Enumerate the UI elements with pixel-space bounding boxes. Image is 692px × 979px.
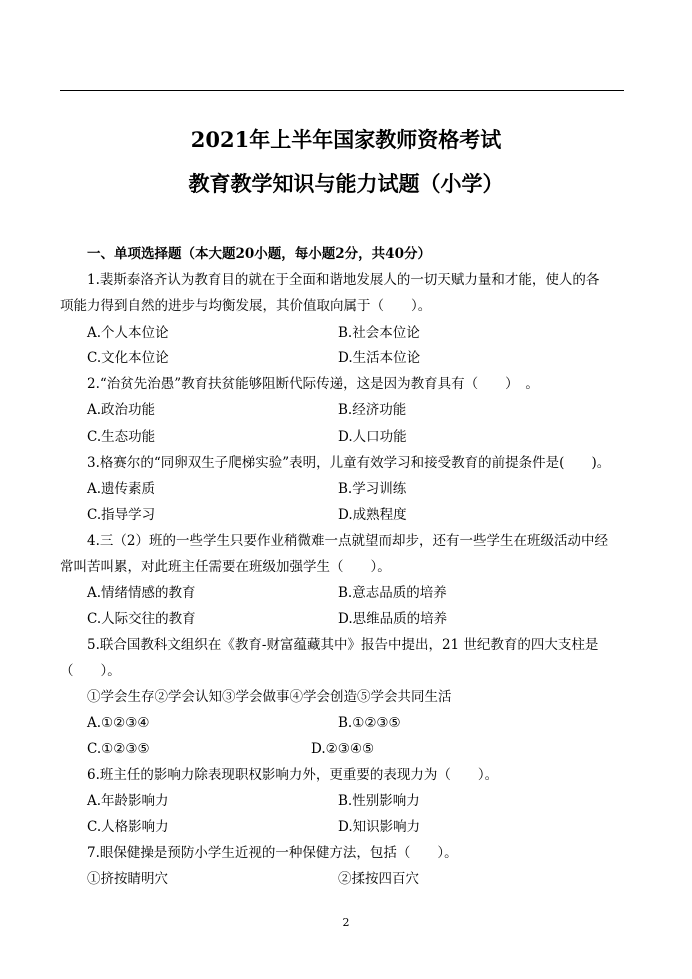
q1-stem-line1: 1.裴斯泰洛齐认为教育目的就在于全面和谐地发展人的一切天赋力量和才能，使人的各 (87, 272, 600, 288)
q5-items: ①学会生存②学会认知③学会做事④学会创造⑤学会共同生活 (87, 689, 452, 705)
q1-option-d: D.生活本位论 (338, 350, 421, 366)
q5-stem-line2: （ ）。 (60, 663, 121, 679)
q1-option-b: B.社会本位论 (338, 325, 420, 341)
q3-option-a: A.遗传素质 (87, 481, 156, 497)
q2-option-d: D.人口功能 (338, 429, 407, 445)
q5-option-d: D.②③④⑤ (311, 741, 375, 757)
q3-stem: 3.格赛尔的“同卵双生子爬梯实验”表明，儿童有效学习和接受教育的前提条件是( )。 (87, 455, 611, 471)
q4-stem-line1: 4.三（2）班的一些学生只要作业稍微难一点就望而却步，还有一些学生在班级活动中经 (87, 533, 608, 549)
q2-option-c: C.生态功能 (87, 429, 156, 445)
q5-option-b: B.①②③⑤ (338, 715, 401, 731)
q4-stem-line2: 常叫苦叫累，对此班主任需要在班级加强学生（ ）。 (60, 559, 391, 575)
exam-subtitle: 教育教学知识与能力试题（小学） (188, 171, 504, 196)
q6-option-c: C.人格影响力 (87, 819, 169, 835)
exam-title: 2021年上半年国家教师资格考试 (190, 127, 502, 152)
page-number: 2 (342, 916, 350, 929)
q4-option-a: A.情绪情感的教育 (87, 585, 196, 601)
q3-option-d: D.成熟程度 (338, 507, 407, 523)
header-rule (60, 90, 624, 91)
section-heading: 一、单项选择题（本大题20小题，每小题2分，共40分） (87, 246, 431, 262)
q4-option-b: B.意志品质的培养 (338, 585, 447, 601)
q6-option-d: D.知识影响力 (338, 819, 421, 835)
q3-option-c: C.指导学习 (87, 507, 156, 523)
q2-stem: 2.“治贫先治愚”教育扶贫能够阻断代际传递，这是因为教育具有（ ） 。 (87, 376, 539, 392)
q2-option-a: A.政治功能 (87, 402, 156, 418)
q1-option-a: A.个人本位论 (87, 325, 169, 341)
q7-item-2: ②揉按四百穴 (338, 871, 419, 887)
q7-item-1: ①挤按睛明穴 (87, 871, 168, 887)
q5-option-c: C.①②③⑤ (87, 741, 150, 757)
q1-option-c: C.文化本位论 (87, 350, 169, 366)
q5-stem-line1: 5.联合国教科文组织在《教育-财富蕴藏其中》报告中提出，21 世纪教育的四大支柱是 (87, 637, 599, 653)
q4-option-c: C.人际交往的教育 (87, 611, 196, 627)
q1-stem-line2: 项能力得到自然的进步与均衡发展，其价值取向属于（ ）。 (60, 298, 432, 314)
q2-option-b: B.经济功能 (338, 402, 407, 418)
q6-option-b: B.性别影响力 (338, 793, 420, 809)
q6-stem: 6.班主任的影响力除表现职权影响力外，更重要的表现力为（ ）。 (87, 767, 499, 783)
q5-option-a: A.①②③④ (87, 715, 150, 731)
q4-option-d: D.思维品质的培养 (338, 611, 448, 627)
q7-stem: 7.眼保健操是预防小学生近视的一种保健方法，包括（ ）。 (87, 845, 458, 861)
q3-option-b: B.学习训练 (338, 481, 407, 497)
q6-option-a: A.年龄影响力 (87, 793, 169, 809)
